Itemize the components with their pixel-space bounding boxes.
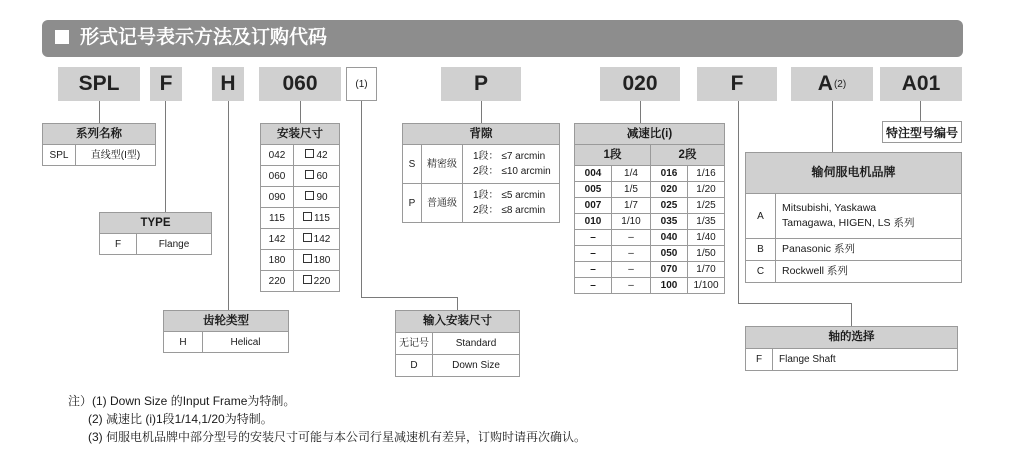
- note1-marker: (1): [355, 78, 368, 90]
- table-row: [746, 239, 962, 261]
- connector-line: [300, 101, 301, 123]
- table-row: [746, 194, 962, 239]
- backlash-spec-line: 1段： ≤5 arcmin: [473, 190, 546, 201]
- motor-code-cell: B: [746, 239, 776, 261]
- ratio-cell: 025: [651, 198, 688, 214]
- table-row: [396, 355, 520, 377]
- ratio-cell: 1/5: [612, 182, 651, 198]
- size-value-cell: [294, 250, 340, 271]
- input-code-cell: 无记号: [396, 333, 433, 355]
- table-row: [261, 166, 340, 187]
- ratio-cell: 1/7: [612, 198, 651, 214]
- gear-table-name: Helical: [203, 332, 289, 353]
- gear-table-code: H: [164, 332, 203, 353]
- backlash-spec-cell: [463, 184, 560, 223]
- ratio-cell: 010: [575, 214, 612, 230]
- size-code-cell: 042: [261, 145, 294, 166]
- square-icon: [305, 170, 314, 179]
- notes: [68, 392, 586, 446]
- ratio-stage2-header: 2段: [651, 145, 725, 166]
- table-row: [575, 230, 725, 246]
- motor-brand-line: Mitsubishi, Yaskawa: [782, 202, 877, 214]
- type-table-name: Flange: [137, 234, 212, 255]
- size-value: 180: [313, 255, 331, 266]
- type-table-code: F: [100, 234, 137, 255]
- ratio-cell: 070: [651, 262, 688, 278]
- square-icon: [305, 191, 314, 200]
- gear-type-table: [163, 310, 289, 353]
- ratio-cell: 1/20: [688, 182, 725, 198]
- ratio-cell: 1/35: [688, 214, 725, 230]
- table-row: [261, 250, 340, 271]
- table-row: [261, 229, 340, 250]
- special-label: 特注型号编号: [885, 125, 958, 140]
- ratio-cell: 1/70: [688, 262, 725, 278]
- gear-table-header: 齿轮类型: [164, 311, 289, 332]
- backlash-code: P: [473, 72, 488, 95]
- backlash-table-header: 背隙: [403, 124, 560, 145]
- size-code-cell: 180: [261, 250, 294, 271]
- type-code: F: [159, 72, 173, 95]
- square-icon: [305, 149, 314, 158]
- size-code-cell: 142: [261, 229, 294, 250]
- square-icon: [303, 212, 312, 221]
- motor-note-marker: (2): [833, 78, 847, 90]
- connector-line: [738, 303, 852, 304]
- motor-brand-cell: Rockwell 系列: [776, 261, 962, 283]
- series-table: [42, 123, 156, 166]
- type-code-box: [150, 67, 182, 101]
- series-table-name: 直线型(I型): [76, 145, 156, 166]
- size-code-box: [259, 67, 341, 101]
- note-line: (2) 减速比 (i)1段1/14,1/20为特制。: [88, 412, 273, 426]
- gear-code-box: [212, 67, 244, 101]
- size-code-cell: 090: [261, 187, 294, 208]
- connector-line: [457, 297, 458, 310]
- special-code: A01: [901, 72, 941, 95]
- size-value: 115: [314, 213, 330, 224]
- motor-brand-cell: [776, 194, 962, 239]
- table-row: [396, 333, 520, 355]
- ratio-table-header: 减速比(i): [575, 124, 725, 145]
- input-name-cell: Down Size: [433, 355, 520, 377]
- connector-line: [361, 297, 458, 298]
- size-value-cell: [294, 187, 340, 208]
- connector-line: [481, 101, 482, 123]
- table-row: [403, 145, 560, 184]
- input-size-marker-box: [346, 67, 377, 101]
- type-table-header: TYPE: [100, 213, 212, 234]
- special-label-box: [882, 121, 962, 143]
- ratio-cell: 1/4: [612, 166, 651, 182]
- backlash-grade-cell: 普通级: [422, 184, 463, 223]
- table-row: [261, 187, 340, 208]
- series-table-code: SPL: [43, 145, 76, 166]
- table-row: [261, 208, 340, 229]
- series-table-header: 系列名称: [43, 124, 156, 145]
- size-value: 42: [316, 150, 328, 161]
- size-value-cell: [294, 229, 340, 250]
- table-row: [575, 246, 725, 262]
- ratio-cell: 1/40: [688, 230, 725, 246]
- ratio-stage1-header: 1段: [575, 145, 651, 166]
- motor-brand-cell: Panasonic 系列: [776, 239, 962, 261]
- size-value: 60: [316, 171, 328, 182]
- backlash-code-cell: P: [403, 184, 422, 223]
- shaft-table: [745, 326, 958, 371]
- ratio-cell: 007: [575, 198, 612, 214]
- input-size-table: [395, 310, 520, 377]
- size-code: 060: [282, 72, 318, 95]
- ratio-cell: 1/10: [612, 214, 651, 230]
- size-value: 90: [316, 192, 328, 203]
- gear-code: H: [220, 72, 236, 95]
- table-row: [575, 262, 725, 278]
- shaft-code: F: [730, 72, 744, 95]
- backlash-spec-cell: [463, 145, 560, 184]
- table-row: [575, 182, 725, 198]
- motor-brand-table: [745, 152, 962, 283]
- ratio-cell: 020: [651, 182, 688, 198]
- ratio-cell: –: [612, 278, 651, 294]
- table-row: [403, 184, 560, 223]
- input-code-cell: D: [396, 355, 433, 377]
- ratio-cell: –: [612, 262, 651, 278]
- shaft-table-header: 轴的选择: [746, 327, 958, 349]
- square-bullet-icon: [55, 30, 69, 44]
- ratio-cell: 035: [651, 214, 688, 230]
- ratio-cell: 050: [651, 246, 688, 262]
- ratio-cell: 1/25: [688, 198, 725, 214]
- series-code-box: [58, 67, 140, 101]
- table-row: [575, 214, 725, 230]
- table-row: [575, 198, 725, 214]
- connector-line: [99, 101, 100, 123]
- ratio-cell: 100: [651, 278, 688, 294]
- table-row: [575, 166, 725, 182]
- motor-code-cell: A: [746, 194, 776, 239]
- table-row: [746, 261, 962, 283]
- connector-line: [640, 101, 641, 123]
- ratio-cell: 016: [651, 166, 688, 182]
- size-code-cell: 060: [261, 166, 294, 187]
- series-code: SPL: [78, 72, 120, 95]
- input-name-cell: Standard: [433, 333, 520, 355]
- shaft-code-box: [697, 67, 777, 101]
- ratio-cell: –: [612, 246, 651, 262]
- motor-code-cell: C: [746, 261, 776, 283]
- backlash-table: [402, 123, 560, 223]
- square-icon: [303, 275, 312, 284]
- size-value-cell: [294, 208, 340, 229]
- motor-code-box: [791, 67, 873, 101]
- ratio-cell: 004: [575, 166, 612, 182]
- special-code-box: [880, 67, 962, 101]
- ratio-code-box: [600, 67, 680, 101]
- connector-line: [738, 101, 739, 304]
- connector-line: [361, 101, 362, 298]
- motor-brand-line: Tamagawa, HIGEN, LS 系列: [782, 217, 915, 229]
- type-table: [99, 212, 212, 255]
- ratio-cell: 1/16: [688, 166, 725, 182]
- connector-line: [920, 101, 921, 121]
- ratio-cell: –: [575, 230, 612, 246]
- motor-table-header: 输伺服电机品牌: [746, 153, 962, 194]
- ratio-cell: 005: [575, 182, 612, 198]
- backlash-spec-line: 2段： ≤8 arcmin: [473, 205, 546, 216]
- ratio-cell: 040: [651, 230, 688, 246]
- ratio-cell: –: [575, 262, 612, 278]
- backlash-spec-line: 2段： ≤10 arcmin: [473, 166, 551, 177]
- size-table: [260, 123, 340, 292]
- input-table-header: 输入安装尺寸: [396, 311, 520, 333]
- table-row: [575, 278, 725, 294]
- page-title: 形式记号表示方法及订购代码: [80, 27, 328, 48]
- ratio-cell: –: [612, 230, 651, 246]
- note-line: 注）(1) Down Size 的Input Frame为特制。: [68, 394, 296, 408]
- square-icon: [303, 233, 312, 242]
- ratio-cell: 1/100: [688, 278, 725, 294]
- shaft-table-code: F: [746, 349, 773, 371]
- size-code-cell: 220: [261, 271, 294, 292]
- size-code-cell: 115: [261, 208, 294, 229]
- ratio-cell: –: [575, 246, 612, 262]
- size-table-header: 安装尺寸: [261, 124, 340, 145]
- motor-code: A: [817, 72, 833, 95]
- connector-line: [832, 101, 833, 152]
- backlash-code-box: [441, 67, 521, 101]
- size-value-cell: [294, 271, 340, 292]
- backlash-spec-line: 1段： ≤7 arcmin: [473, 151, 546, 162]
- note-line: (3) 伺服电机品牌中部分型号的安装尺寸可能与本公司行星减速机有差异，订购时请再次确认。: [88, 430, 587, 444]
- shaft-table-name: Flange Shaft: [773, 349, 958, 371]
- backlash-code-cell: S: [403, 145, 422, 184]
- size-value-cell: [294, 166, 340, 187]
- size-value: 220: [313, 276, 331, 287]
- ratio-table: [574, 123, 725, 294]
- size-value: 142: [313, 234, 331, 245]
- connector-line: [228, 101, 229, 310]
- backlash-grade-cell: 精密级: [422, 145, 463, 184]
- connector-line: [165, 101, 166, 212]
- square-icon: [303, 254, 312, 263]
- size-value-cell: [294, 145, 340, 166]
- table-row: [261, 271, 340, 292]
- connector-line: [851, 303, 852, 326]
- table-row: [261, 145, 340, 166]
- ratio-cell: 1/50: [688, 246, 725, 262]
- ratio-code: 020: [622, 72, 658, 95]
- ratio-cell: –: [575, 278, 612, 294]
